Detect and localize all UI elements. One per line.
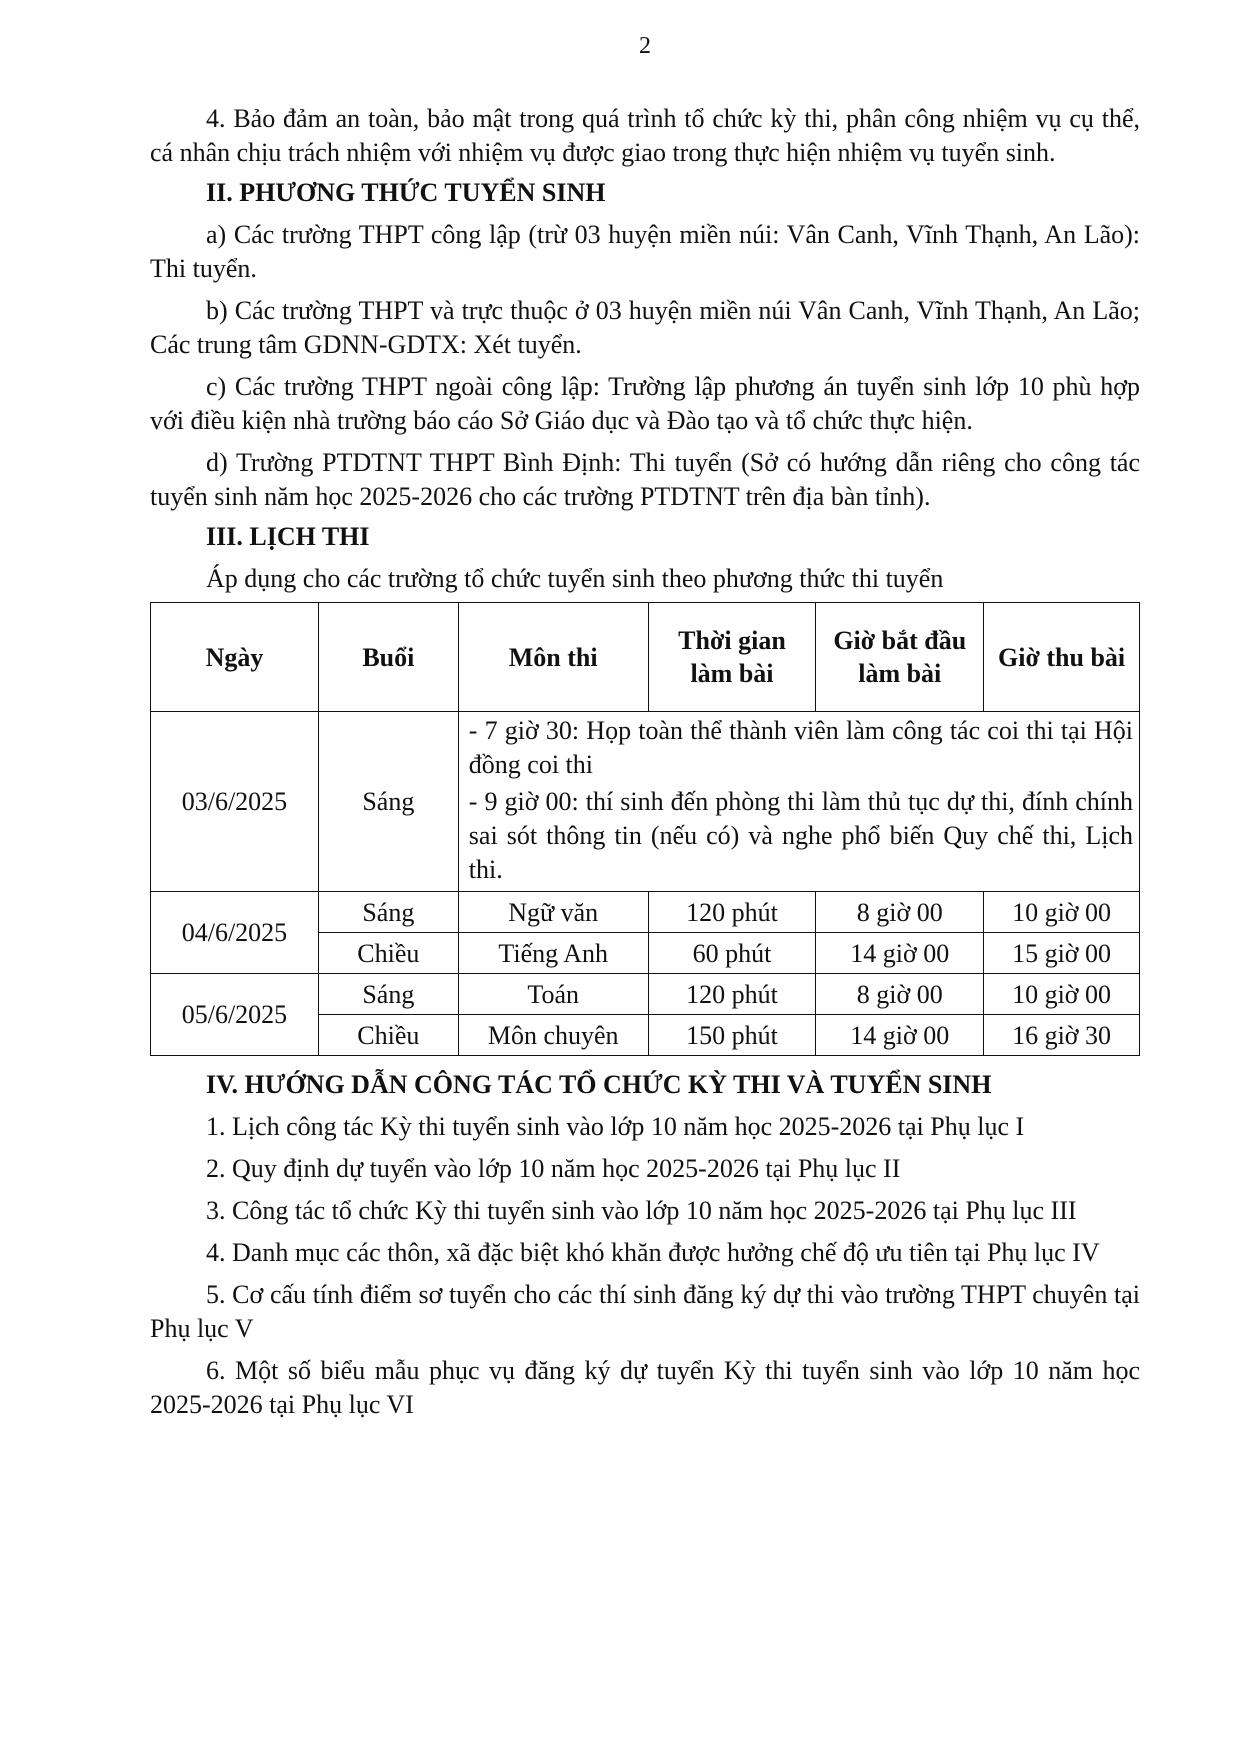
- document-body: [150, 102, 1140, 1422]
- header-subject: Môn thi: [458, 603, 648, 712]
- start-time-cell: 8 giờ 00: [816, 974, 984, 1015]
- opening-note: - 7 giờ 30: Họp toàn thể thành viên làm công tác coi thi tại Hội đồng coi thi: [468, 716, 1133, 779]
- page-number: 2: [639, 33, 651, 59]
- start-time-cell: 14 giờ 00: [816, 1015, 984, 1056]
- table-header-row: [151, 603, 1140, 712]
- start-time-cell: 14 giờ 00: [816, 933, 984, 974]
- intro-paragraph: 4. Bảo đảm an toàn, bảo mật trong quá trình tổ chức kỳ thi, phân công nhiệm vụ cụ thể, cá nhân chịu trách nhiệm với nhiệm vụ được giao trong thực hiện nhiệm vụ tuyển sinh.: [150, 104, 1140, 167]
- section-4-item: 5. Cơ cấu tính điểm sơ tuyển cho các thí sinh đăng ký dự thi vào trường THPT chuyên tại Phụ lục V: [150, 1280, 1140, 1343]
- section-3-heading: III. LỊCH THI: [206, 522, 370, 551]
- subject-cell: Môn chuyên: [458, 1015, 648, 1056]
- session-cell: Chiều: [318, 933, 458, 974]
- subject-cell: Ngữ văn: [458, 892, 648, 933]
- end-time-cell: 10 giờ 00: [984, 892, 1140, 933]
- section-4-item: 1. Lịch công tác Kỳ thi tuyển sinh vào lớp 10 năm học 2025-2026 tại Phụ lục I: [206, 1112, 1025, 1141]
- date-cell: 03/6/2025: [151, 712, 319, 892]
- opening-notes-cell: [458, 712, 1139, 892]
- duration-cell: 120 phút: [648, 974, 816, 1015]
- duration-cell: 60 phút: [648, 933, 816, 974]
- section-2-item-a: a) Các trường THPT công lập (trừ 03 huyện miền núi: Vân Canh, Vĩnh Thạnh, An Lão): Thi tuyển.: [150, 220, 1140, 283]
- table-row: [151, 974, 1140, 1015]
- session-cell: Sáng: [318, 712, 458, 892]
- duration-cell: 120 phút: [648, 892, 816, 933]
- section-4-item: 3. Công tác tổ chức Kỳ thi tuyển sinh vào lớp 10 năm học 2025-2026 tại Phụ lục III: [206, 1196, 1077, 1225]
- session-cell: Sáng: [318, 974, 458, 1015]
- table-row: [151, 892, 1140, 933]
- section-4-item: 2. Quy định dự tuyển vào lớp 10 năm học 2025-2026 tại Phụ lục II: [206, 1154, 901, 1183]
- end-time-cell: 10 giờ 00: [984, 974, 1140, 1015]
- header-end-time: Giờ thu bài: [984, 603, 1140, 712]
- section-4-item: 4. Danh mục các thôn, xã đặc biệt khó khăn được hưởng chế độ ưu tiên tại Phụ lục IV: [206, 1238, 1100, 1267]
- section-2-item-d: d) Trường PTDTNT THPT Bình Định: Thi tuyển (Sở có hướng dẫn riêng cho công tác tuyển sinh năm học 2025-2026 cho các trường PTDTNT trên địa bàn tỉnh).: [150, 448, 1140, 511]
- section-4-heading: IV. HƯỚNG DẪN CÔNG TÁC TỔ CHỨC KỲ THI VÀ TUYỂN SINH: [206, 1070, 992, 1099]
- end-time-cell: 16 giờ 30: [984, 1015, 1140, 1056]
- section-2-item-b: b) Các trường THPT và trực thuộc ở 03 huyện miền núi Vân Canh, Vĩnh Thạnh, An Lão; Các trung tâm GDNN-GDTX: Xét tuyển.: [150, 296, 1140, 359]
- section-4-item: 6. Một số biểu mẫu phục vụ đăng ký dự tuyển Kỳ thi tuyển sinh vào lớp 10 năm học 2025-2026 tại Phụ lục VI: [150, 1356, 1140, 1419]
- opening-note: - 9 giờ 00: thí sinh đến phòng thi làm thủ tục dự thi, đính chính sai sót thông tin (nếu có) và nghe phổ biến Quy chế thi, Lịch thi.: [468, 787, 1133, 884]
- date-cell: 05/6/2025: [151, 974, 319, 1056]
- subject-cell: Tiếng Anh: [458, 933, 648, 974]
- duration-cell: 150 phút: [648, 1015, 816, 1056]
- start-time-cell: 8 giờ 00: [816, 892, 984, 933]
- header-date: Ngày: [151, 603, 319, 712]
- section-3-intro: Áp dụng cho các trường tổ chức tuyển sinh theo phương thức thi tuyển: [206, 564, 944, 593]
- date-cell: 04/6/2025: [151, 892, 319, 974]
- session-cell: Chiều: [318, 1015, 458, 1056]
- end-time-cell: 15 giờ 00: [984, 933, 1140, 974]
- subject-cell: Toán: [458, 974, 648, 1015]
- table-row: [151, 712, 1140, 892]
- section-2-item-c: c) Các trường THPT ngoài công lập: Trường lập phương án tuyển sinh lớp 10 phù hợp với điều kiện nhà trường báo cáo Sở Giáo dục và Đào tạo và tổ chức thực hiện.: [150, 372, 1140, 435]
- section-2-heading: II. PHƯƠNG THỨC TUYỂN SINH: [206, 178, 606, 207]
- header-start-time: Giờ bắt đầu làm bài: [816, 603, 984, 712]
- session-cell: Sáng: [318, 892, 458, 933]
- header-duration: Thời gian làm bài: [648, 603, 816, 712]
- header-session: Buổi: [318, 603, 458, 712]
- exam-schedule-table: [150, 602, 1140, 1056]
